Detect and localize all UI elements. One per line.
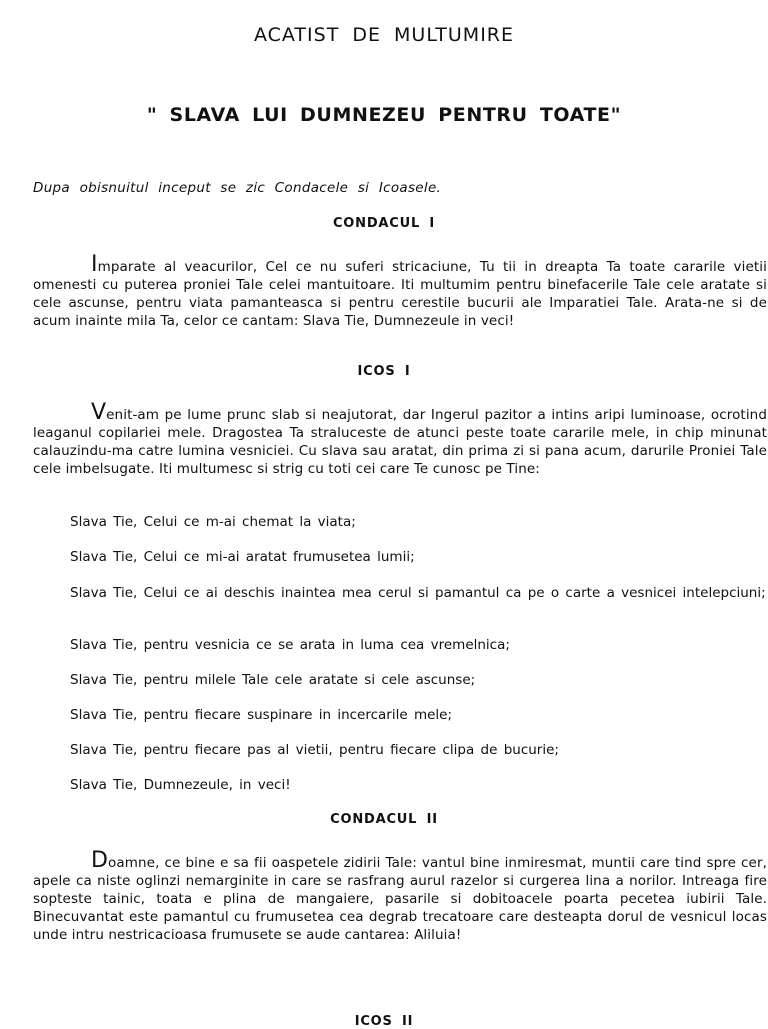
praise-line: Slava Tie, pentru vesnicia ce se arata in luma cea vremelnica;	[70, 637, 510, 653]
praise-line: Slava Tie, Celui ce mi-ai aratat frumusetea lumii;	[70, 549, 415, 565]
icos-2-heading: ICOS II	[354, 1014, 414, 1029]
condacul-1-text: mparate al veacurilor, Cel ce nu suferi stricaciune, Tu tii in dreapta Ta toate cararile vietii omenesti cu puterea proniei Tale celei mantuitoare. Iti multumim pentru binefacerile Tale cele aratate si cele ascunse, pentru viata pamanteasca si pentru cerestile bucurii ale Imparatiei Tale. Arata-ne si de acum inainte mila Ta, celor ce cantam: Slava Tie, Dumnezeule in veci!	[33, 259, 767, 329]
praise-line: Slava Tie, Dumnezeule, in veci!	[70, 777, 291, 793]
condacul-1-heading: CONDACUL I	[332, 216, 436, 231]
condacul-2-text: oamne, ce bine e sa fii oaspetele zidirii Tale: vantul bine inmiresmat, muntii care tind spre cer, apele ca niste oglinzi nemarginite in care se rasfrang aurul razelor si curgerea lina a norilor. Intreaga fire sopteste tainic, toata e plina de mangaiere, pasarile si dobitoacele poarta pecetea iubirii Tale. Binecuvantat este pamantul cu frumusetea cea degrab trecatoare care desteapta dorul de vesnicul locas unde intru nestricacioasa frumusete se aude cantarea: Aliluia!	[33, 855, 767, 943]
condacul-2-heading: CONDACUL II	[330, 812, 438, 827]
praise-line: Slava Tie, pentru fiecare suspinare in incercarile mele;	[70, 707, 453, 723]
praise-line: Slava Tie, pentru milele Tale cele aratate si cele ascunse;	[70, 672, 476, 688]
icos-1-paragraph	[33, 400, 767, 478]
praise-line: Slava Tie, pentru fiecare pas al vietii, pentru fiecare clipa de bucurie;	[70, 742, 559, 758]
icos-1-heading: ICOS I	[357, 364, 411, 379]
praise-line: Slava Tie, Celui ce ai deschis inaintea mea cerul si pamantul ca pe o carte a vesnicei intelepciuni;	[70, 585, 766, 601]
intro-text: Dupa obisnuitul inceput se zic Condacele si Icoasele.	[33, 180, 442, 196]
condacul-1-paragraph	[33, 252, 767, 330]
condacul-1-dropcap: I	[91, 252, 98, 277]
document-title: ACATIST DE MULTUMIRE	[253, 24, 515, 46]
praise-line: Slava Tie, Celui ce m-ai chemat la viata;	[70, 514, 356, 530]
condacul-2-dropcap: D	[91, 848, 109, 873]
icos-1-dropcap: V	[91, 400, 107, 425]
icos-1-text: enit-am pe lume prunc slab si neajutorat, dar Ingerul pazitor a intins aripi luminoase, ocrotind leaganul copilariei mele. Dragostea Ta straluceste de atunci peste toate cararile mele, in chip minunat calauzindu-ma catre lumina vesniciei. Cu slava sau aratat, din prima zi si pana acum, darurile Proniei Tale cele imbelsugate. Iti multumesc si strig cu toti cei care Te cunosc pe Tine:	[33, 407, 767, 477]
condacul-2-paragraph	[33, 848, 767, 944]
document-subtitle: " SLAVA LUI DUMNEZEU PENTRU TOATE"	[146, 104, 622, 126]
